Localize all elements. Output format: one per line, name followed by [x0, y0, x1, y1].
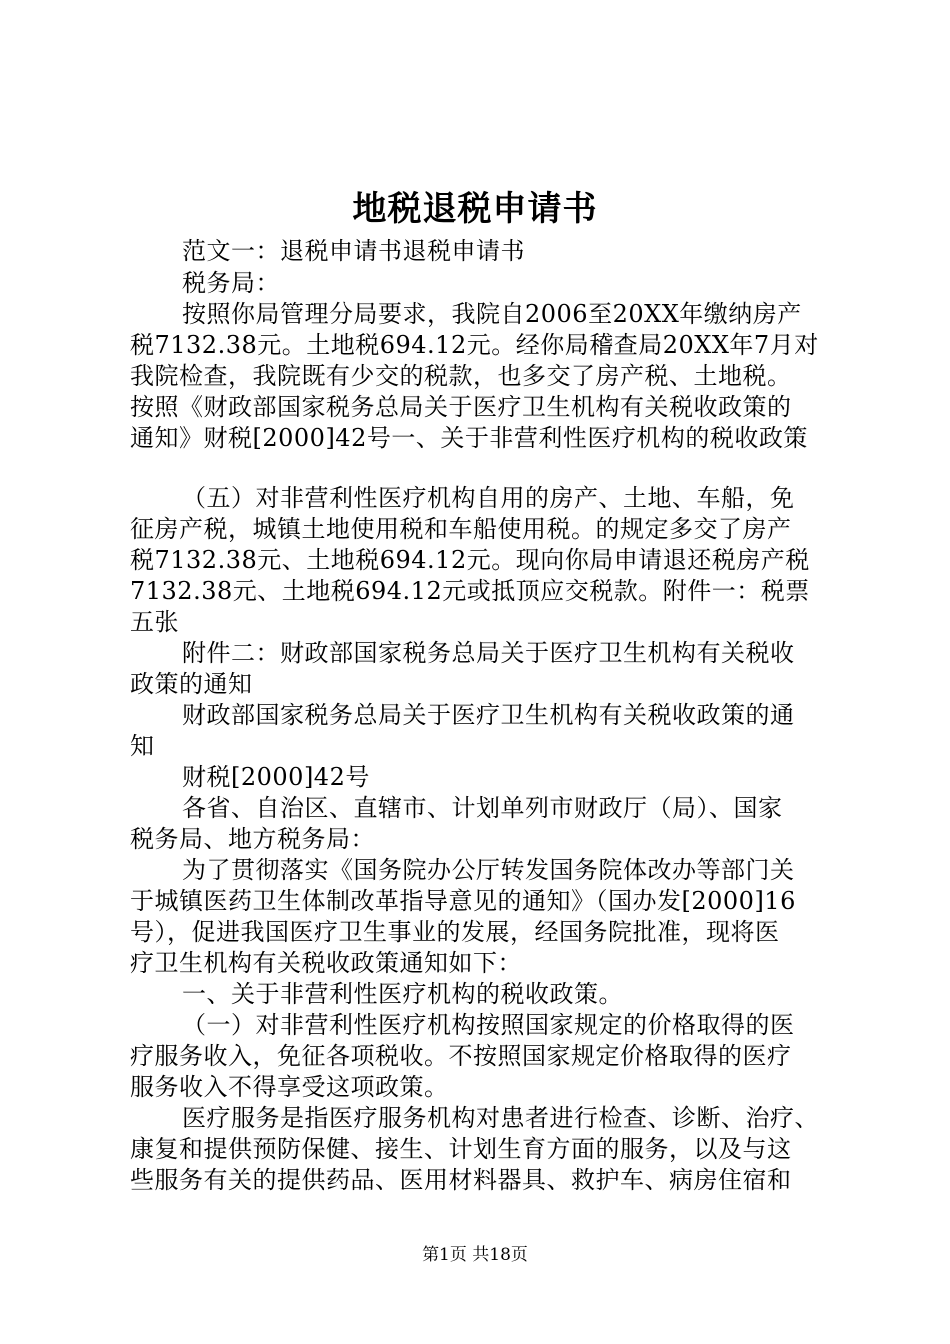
paragraph-line: 征房产税，城镇土地使用税和车船使用税。的规定多交了房产 [130, 515, 792, 543]
document-title: 地税退税申请书 [352, 189, 598, 229]
paragraph-line: 政策的通知 [130, 670, 253, 698]
paragraph-line: （一）对非营利性医疗机构按照国家规定的价格取得的医 [182, 1011, 795, 1039]
paragraph-line: 税7132.38元。土地税694.12元。经你局稽查局20XX年7月对 [130, 331, 819, 359]
paragraph-line: 按照你局管理分局要求，我院自2006至20XX年缴纳房产 [182, 300, 802, 328]
paragraph-line: 康复和提供预防保健、接生、计划生育方面的服务，以及与这 [130, 1135, 792, 1163]
paragraph-line: 些服务有关的提供药品、医用材料器具、救护车、病房住宿和 [130, 1166, 792, 1194]
paragraph-line: 知 [130, 732, 155, 760]
paragraph-line: 税务局： [182, 269, 280, 297]
paragraph-line: 疗卫生机构有关税收政策通知如下： [130, 949, 522, 977]
paragraph-line: 范文一：退税申请书退税申请书 [182, 237, 525, 265]
paragraph-line: 7132.38元、土地税694.12元或抵顶应交税款。附件一：税票 [130, 577, 810, 605]
paragraph-line: 五张 [130, 608, 179, 636]
paragraph-line: 服务收入不得享受这项政策。 [130, 1073, 449, 1101]
paragraph-line: 为了贯彻落实《国务院办公厅转发国务院体改办等部门关 [182, 856, 795, 884]
paragraph-line: 疗服务收入，免征各项税收。不按照国家规定价格取得的医疗 [130, 1042, 792, 1070]
page-footer: 第1页 共18页 [422, 1245, 528, 1265]
paragraph-line: 号），促进我国医疗卫生事业的发展，经国务院批准，现将医 [130, 918, 780, 946]
paragraph-line: 财税[2000]42号 [182, 763, 370, 791]
paragraph-line: 税7132.38元、土地税694.12元。现向你局申请退还税房产税 [130, 546, 810, 574]
paragraph-line: 于城镇医药卫生体制改革指导意见的通知》（国办发[2000]16 [130, 887, 796, 915]
paragraph-line: 我院检查，我院既有少交的税款，也多交了房产税、土地税。 [130, 362, 792, 390]
paragraph-line: 按照《财政部国家税务总局关于医疗卫生机构有关税收政策的 [130, 393, 792, 421]
paragraph-line: 财政部国家税务总局关于医疗卫生机构有关税收政策的通 [182, 701, 795, 729]
paragraph-line: 各省、自治区、直辖市、计划单列市财政厅（局）、国家 [182, 794, 783, 822]
paragraph-line: 附件二：财政部国家税务总局关于医疗卫生机构有关税收 [182, 639, 795, 667]
paragraph-line: （五）对非营利性医疗机构自用的房产、土地、车船，免 [182, 484, 795, 512]
paragraph-line: 通知》财税[2000]42号一、关于非营利性医疗机构的税收政策 [130, 424, 808, 452]
paragraph-line: 医疗服务是指医疗服务机构对患者进行检查、诊断、治疗、 [182, 1104, 819, 1132]
paragraph-line: 税务局、地方税务局： [130, 825, 375, 853]
paragraph-line: 一、关于非营利性医疗机构的税收政策。 [182, 980, 623, 1008]
